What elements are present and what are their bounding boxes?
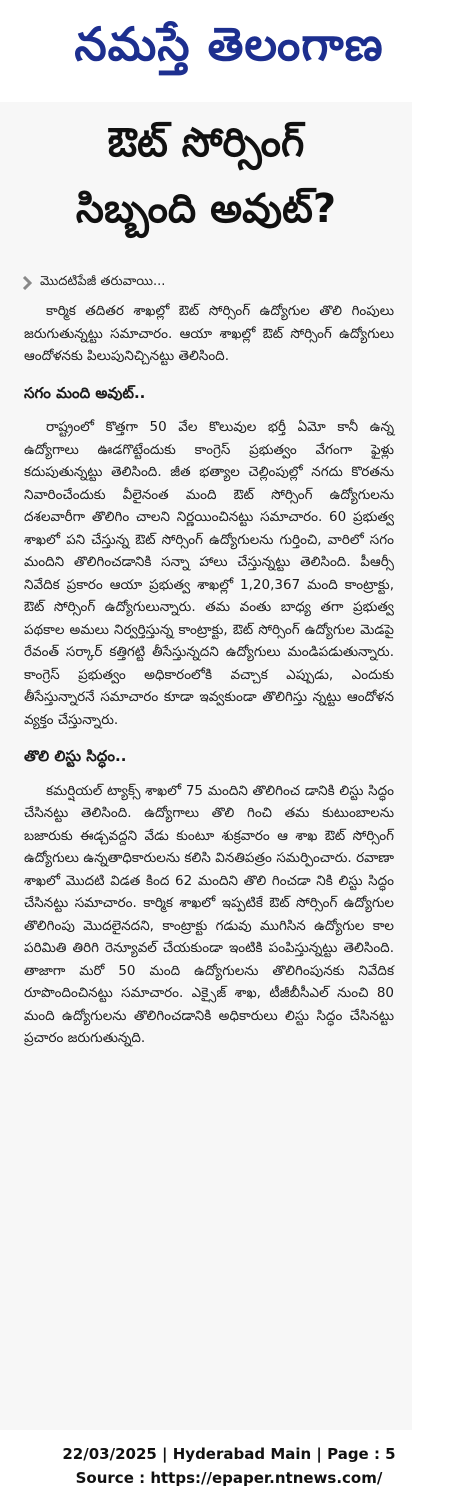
footer-date-edition: 22/03/2025 | Hyderabad Main | Page : 5: [62, 1445, 396, 1463]
section-paragraph: రాష్ట్రంలో కొత్తగా 50 వేల కొలువుల భర్తీ ఏమో కానీ ఉన్న ఉద్యోగాలు ఊడగొట్టేందుకు కాంగ్రెస్ ప్రభుత్వం వేగంగా ఫైళ్లు కదుపుతున్నట్టు తెలిసింది. జీత భత్యాల చెల్లింపుల్లో నగదు కొరతను నివారించేందుకు వీలైనంత మంది ఔట్ సోర్సింగ్ ఉద్యోగులను దశలవారీగా తొలిగిం చాలని నిర్ణయించినట్టు సమాచారం. 60 ప్రభుత్వ శాఖలో పని చేస్తున్న ఔట్ సోర్సింగ్ ఉద్యోగులను గుర్తించి, వారిలో సగం మందిని తొలిగించడానికి సన్నా హాలు చేస్తున్నట్టు తెలిసింది. పీఆర్సీ నివేదిక ప్రకారం ఆయా ప్రభుత్వ శాఖల్లో 1,20,367 మంది కాంట్రాక్టు, ఔట్ సోర్సింగ్ ఉద్యోగులున్నారు. తమ వంతు బాధ్య తగా ప్రభుత్వ పథకాల అమలు నిర్వర్తిస్తున్న కాంట్రాక్టు, ఔట్ సోర్సింగ్ ఉద్యోగుల మెడపై రేవంత్ సర్కార్ కత్తిగట్టి తీసేస్తున్నదని ఉద్యోగులు మండిపడుతున్నారు. కాంగ్రెస్ ప్రభుత్వం అధికారంలోకి వచ్చాక ఎప్పుడు, ఎందుకు తీసేస్తున్నారనే సమాచారం కూడా ఇవ్వకుండా తొలిగిస్తు న్నట్టు ఆందోళన వ్యక్తం చేస్తున్నారు.: [24, 419, 394, 728]
news-article: [0, 102, 412, 1430]
section-heading: సగం మంది అవుట్..: [24, 383, 146, 402]
continued-from-label: [22, 274, 165, 292]
section-paragraph: కమర్షియల్ ట్యాక్స్ శాఖలో 75 మందిని తొలిగించ డానికి లిస్టు సిద్ధం చేసినట్టు తెలిసింది. ఉద్యోగాలు తొలి గించి తమ కుటుంబాలను బజారుకు ఈడ్చవద్దని వేడు కుంటూ శుక్రవారం ఆ శాఖ ఔట్ సోర్సింగ్ ఉద్యోగులు ఉన్నతాధికారులను కలిసి వినతిపత్రం సమర్పించారు. రవాణా శాఖలో మొదటి విడత కింద 62 మందిని తొలి గించడా నికి లిస్టు సిద్ధం చేసినట్టు సమాచారం. కార్మిక శాఖలో ఇప్పటికే ఔట్ సోర్సింగ్ ఉద్యోగుల తొలిగింపు మొదలైనదని, కాంట్రాక్టు గడువు ముగిసిన ఉద్యోగుల కాల పరిమితి తిరిగి రెన్యూవల్ చేయకుండా ఇంటికి పంపిస్తున్నట్టు తెలిసింది. తాజాగా మరో 50 మంది ఉద్యోగులను తొలిగింపునకు నివేదిక రూపొందించినట్టు సమాచారం. ఎక్సైజ్ శాఖ, టీజీబీసీఎల్ నుంచి 80 మంది ఉద్యోగులను తొలిగించడానికి అధికారులు లిస్టు సిద్ధం చేసినట్టు ప్రచారం జరుగుతున్నది.: [24, 782, 394, 1046]
article-headline: [0, 110, 412, 242]
footer-source: Source : https://epaper.ntnews.com/: [75, 1469, 383, 1487]
headline-line-1: ఔట్ సోర్సింగ్: [107, 120, 305, 166]
masthead-title: నమస్తే తెలంగాణ: [74, 17, 384, 71]
newspaper-masthead: [0, 0, 458, 100]
article-body: [24, 300, 394, 1060]
intro-paragraph: కార్మిక తదితర శాఖల్లో ఔట్ సోర్సింగ్ ఉద్యోగుల తొలి గింపులు జరుగుతున్నట్టు సమాచారం. ఆయా శాఖల్లో ఔట్ సోర్సింగ్ ఉద్యోగులు ఆందోళనకు పిలుపునిచ్చినట్టు తెలిసింది.: [24, 303, 394, 364]
page-footer: [0, 1442, 458, 1490]
section-heading: తొలి లిస్టు సిద్ధం..: [24, 747, 127, 765]
headline-line-2: సిబ్బంది అవుట్?: [75, 186, 337, 232]
chevron-right-icon: [22, 276, 32, 290]
continued-text: మొదటిపేజీ తరువాయి...: [40, 274, 166, 289]
